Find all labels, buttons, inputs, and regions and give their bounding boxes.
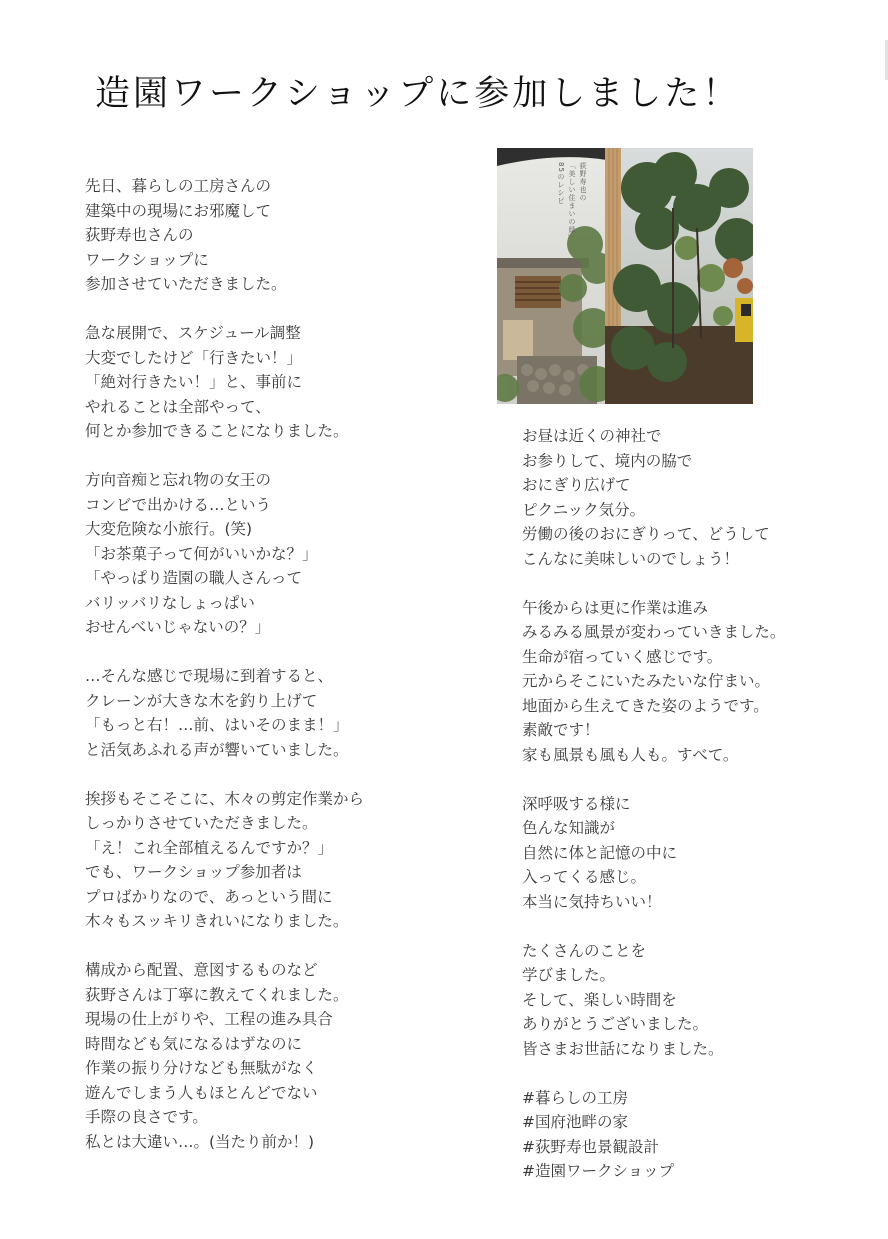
- text-line: ありがとうございました。: [522, 1015, 709, 1033]
- text-line: 現場の仕上がりや、工程の進み具合: [85, 1010, 333, 1028]
- text-line: #造園ワークショップ: [522, 1162, 675, 1180]
- paragraph: [85, 958, 415, 1154]
- text-line: おにぎり広げて: [522, 476, 631, 494]
- text-line: 地面から生えてきた姿のようです。: [522, 696, 769, 715]
- paragraph: [85, 174, 415, 297]
- text-line: 建築中の現場にお邪魔して: [85, 201, 272, 220]
- text-line: #暮らしの工房: [522, 1088, 628, 1107]
- text-line: 構成から配置、意図するものなど: [85, 961, 318, 979]
- text-line: 何とか参加できることになりました。: [85, 422, 349, 440]
- paragraph: [522, 792, 822, 915]
- text-line: 皆さまお世話になりました。: [522, 1039, 724, 1058]
- text-line: 遊んでしまう人もほとんどでない: [85, 1083, 318, 1102]
- text-line: クレーンが大きな木を釣り上げて: [85, 691, 318, 710]
- paragraph: [522, 596, 822, 768]
- text-line: バリッバリなしょっぱい: [85, 593, 255, 612]
- text-line: 時間なども気になるはずなのに: [85, 1034, 303, 1053]
- text-line: 「やっぱり造園の職人さんって: [85, 569, 303, 587]
- paragraph: [522, 1086, 822, 1184]
- right-text-column: [522, 424, 822, 1184]
- text-line: 学びました。: [522, 966, 616, 984]
- text-line: おせんべいじゃないの？」: [85, 618, 271, 636]
- text-line: ピクニック気分。: [522, 500, 646, 519]
- text-line: 木々もスッキリきれいになりました。: [85, 912, 349, 930]
- paragraph: [85, 787, 415, 934]
- text-line: 家も風景も風も人も。すべて。: [522, 745, 739, 764]
- text-line: 自然に体と記憶の中に: [522, 843, 678, 862]
- text-line: 「もっと右！…前、はいそのまま！」: [85, 716, 349, 734]
- text-line: と活気あふれる声が響いていました。: [85, 740, 349, 759]
- text-line: 方向音痴と忘れ物の女王の: [85, 471, 272, 489]
- text-line: 荻野寿也さんの: [85, 226, 194, 244]
- text-line: でも、ワークショップ参加者は: [85, 863, 302, 881]
- text-line: お昼は近くの神社で: [522, 427, 662, 445]
- text-line: コンビで出かける…という: [85, 495, 272, 514]
- photo-caption-line: 85のレシピ: [557, 162, 565, 205]
- text-line: 急な展開で、スケジュール調整: [85, 324, 301, 342]
- garden-photo: [497, 148, 753, 404]
- text-line: 荻野さんは丁寧に教えてくれました。: [85, 985, 349, 1004]
- text-line: お参りして、境内の脇で: [522, 451, 693, 470]
- text-line: 色んな知識が: [522, 819, 616, 837]
- text-line: 参加させていただきました。: [85, 275, 287, 293]
- text-line: みるみる風景が変わっていきました。: [522, 623, 786, 641]
- paragraph: [522, 424, 822, 571]
- photo-book-caption: [527, 162, 587, 262]
- text-line: こんなに美味しいのでしょう！: [522, 549, 740, 568]
- text-line: 大変危険な小旅行。(笑): [85, 520, 253, 538]
- text-line: 大変でしたけど「行きたい！」: [85, 348, 303, 367]
- text-line: 「え！これ全部植えるんですか？」: [85, 838, 334, 857]
- text-line: 挨拶もそこそこに、木々の剪定作業から: [85, 789, 365, 808]
- text-line: やれることは全部やって、: [85, 397, 271, 416]
- left-text-column: [85, 174, 415, 1154]
- text-line: しっかりさせていただきました。: [85, 814, 318, 832]
- page-title: 造園ワークショップに参加しました！: [95, 74, 741, 114]
- text-line: プロばかりなので、あっという間に: [85, 887, 333, 906]
- paragraph: [85, 468, 415, 640]
- text-line: 午後からは更に作業は進み: [522, 598, 709, 617]
- text-line: 「絶対行きたい！」と、事前に: [85, 373, 303, 391]
- paragraph: [85, 321, 415, 444]
- text-line: 先日、暮らしの工房さんの: [85, 177, 272, 195]
- paragraph: [85, 664, 415, 762]
- photo-caption-line: 「美しい住まいの緑」: [568, 162, 576, 242]
- text-line: 元からそこにいたみたいな佇まい。: [522, 672, 771, 690]
- text-line: #国府池畔の家: [522, 1113, 628, 1131]
- text-line: そして、楽しい時間を: [522, 990, 677, 1009]
- text-line: ワークショップに: [85, 250, 209, 269]
- text-line: 私とは大違い…。(当たり前か！): [85, 1132, 315, 1151]
- text-line: 深呼吸する様に: [522, 794, 631, 813]
- photo-caption-line: 荻野寿也の: [579, 162, 587, 202]
- text-line: 本当に気持ちいい！: [522, 892, 662, 911]
- text-line: たくさんのことを: [522, 941, 647, 960]
- text-line: 素敵です！: [522, 721, 600, 739]
- text-line: 手際の良さです。: [85, 1108, 208, 1126]
- text-line: 入ってくる感じ。: [522, 868, 647, 886]
- text-line: 「お茶菓子って何がいいかな？」: [85, 544, 318, 563]
- text-line: #荻野寿也景観設計: [522, 1137, 659, 1156]
- text-line: 労働の後のおにぎりって、どうして: [522, 525, 770, 543]
- text-line: …そんな感じで現場に到着すると、: [85, 667, 334, 685]
- paragraph: [522, 939, 822, 1062]
- text-line: 生命が宿っていく感じです。: [522, 647, 723, 666]
- text-line: 作業の振り分けなども無駄がなく: [85, 1059, 318, 1077]
